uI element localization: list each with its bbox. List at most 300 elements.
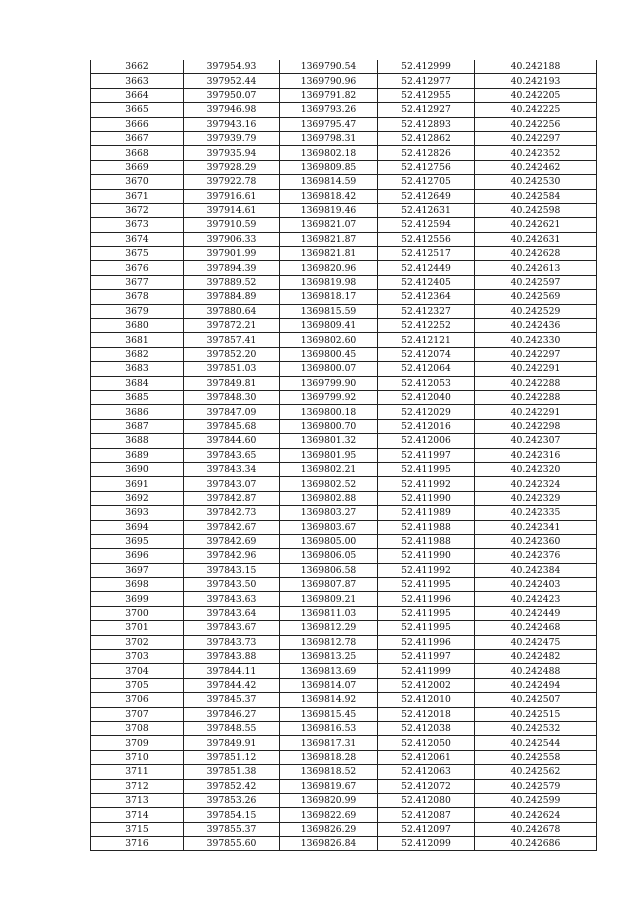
table-row bbox=[91, 837, 597, 851]
latitude-cell: 52.412010 bbox=[378, 693, 475, 707]
table-row bbox=[91, 319, 597, 333]
table-row bbox=[91, 247, 597, 261]
y-coordinate-cell: 1369816.53 bbox=[280, 721, 378, 735]
longitude-cell: 40.242507 bbox=[475, 693, 597, 707]
y-coordinate-cell: 1369811.03 bbox=[280, 606, 378, 620]
y-coordinate-cell: 1369818.52 bbox=[280, 765, 378, 779]
x-coordinate-cell: 397884.89 bbox=[184, 290, 280, 304]
x-coordinate-cell: 397928.29 bbox=[184, 160, 280, 174]
longitude-cell: 40.242297 bbox=[475, 131, 597, 145]
longitude-cell: 40.242324 bbox=[475, 477, 597, 491]
x-coordinate-cell: 397842.87 bbox=[184, 491, 280, 505]
y-coordinate-cell: 1369820.99 bbox=[280, 793, 378, 807]
x-coordinate-cell: 397844.60 bbox=[184, 434, 280, 448]
longitude-cell: 40.242569 bbox=[475, 290, 597, 304]
latitude-cell: 52.412002 bbox=[378, 678, 475, 692]
point-number-cell: 3669 bbox=[91, 160, 184, 174]
table-row bbox=[91, 261, 597, 275]
x-coordinate-cell: 397853.26 bbox=[184, 793, 280, 807]
longitude-cell: 40.242256 bbox=[475, 117, 597, 131]
point-number-cell: 3709 bbox=[91, 736, 184, 750]
latitude-cell: 52.412999 bbox=[378, 60, 475, 74]
latitude-cell: 52.412050 bbox=[378, 736, 475, 750]
table-row bbox=[91, 462, 597, 476]
x-coordinate-cell: 397847.09 bbox=[184, 405, 280, 419]
latitude-cell: 52.411990 bbox=[378, 549, 475, 563]
point-number-cell: 3706 bbox=[91, 693, 184, 707]
x-coordinate-cell: 397880.64 bbox=[184, 304, 280, 318]
longitude-cell: 40.242298 bbox=[475, 419, 597, 433]
x-coordinate-cell: 397916.61 bbox=[184, 189, 280, 203]
latitude-cell: 52.412061 bbox=[378, 750, 475, 764]
longitude-cell: 40.242494 bbox=[475, 678, 597, 692]
y-coordinate-cell: 1369805.00 bbox=[280, 534, 378, 548]
latitude-cell: 52.412016 bbox=[378, 419, 475, 433]
y-coordinate-cell: 1369798.31 bbox=[280, 131, 378, 145]
point-number-cell: 3687 bbox=[91, 419, 184, 433]
longitude-cell: 40.242360 bbox=[475, 534, 597, 548]
x-coordinate-cell: 397842.96 bbox=[184, 549, 280, 563]
table-row bbox=[91, 103, 597, 117]
table-row bbox=[91, 405, 597, 419]
y-coordinate-cell: 1369790.54 bbox=[280, 60, 378, 74]
point-number-cell: 3711 bbox=[91, 765, 184, 779]
table-row bbox=[91, 304, 597, 318]
point-number-cell: 3683 bbox=[91, 362, 184, 376]
latitude-cell: 52.411995 bbox=[378, 462, 475, 476]
table-row bbox=[91, 750, 597, 764]
table-row bbox=[91, 506, 597, 520]
point-number-cell: 3680 bbox=[91, 319, 184, 333]
y-coordinate-cell: 1369806.58 bbox=[280, 563, 378, 577]
point-number-cell: 3674 bbox=[91, 232, 184, 246]
point-number-cell: 3678 bbox=[91, 290, 184, 304]
table-row bbox=[91, 765, 597, 779]
x-coordinate-cell: 397843.15 bbox=[184, 563, 280, 577]
y-coordinate-cell: 1369821.07 bbox=[280, 218, 378, 232]
latitude-cell: 52.412893 bbox=[378, 117, 475, 131]
x-coordinate-cell: 397857.41 bbox=[184, 333, 280, 347]
latitude-cell: 52.412756 bbox=[378, 160, 475, 174]
latitude-cell: 52.411988 bbox=[378, 520, 475, 534]
longitude-cell: 40.242225 bbox=[475, 103, 597, 117]
y-coordinate-cell: 1369814.59 bbox=[280, 175, 378, 189]
x-coordinate-cell: 397854.15 bbox=[184, 808, 280, 822]
latitude-cell: 52.412364 bbox=[378, 290, 475, 304]
latitude-cell: 52.412955 bbox=[378, 88, 475, 102]
y-coordinate-cell: 1369799.90 bbox=[280, 376, 378, 390]
x-coordinate-cell: 397842.67 bbox=[184, 520, 280, 534]
point-number-cell: 3676 bbox=[91, 261, 184, 275]
longitude-cell: 40.242631 bbox=[475, 232, 597, 246]
table-row bbox=[91, 88, 597, 102]
latitude-cell: 52.412099 bbox=[378, 837, 475, 851]
y-coordinate-cell: 1369800.70 bbox=[280, 419, 378, 433]
longitude-cell: 40.242584 bbox=[475, 189, 597, 203]
longitude-cell: 40.242613 bbox=[475, 261, 597, 275]
x-coordinate-cell: 397843.65 bbox=[184, 448, 280, 462]
longitude-cell: 40.242205 bbox=[475, 88, 597, 102]
latitude-cell: 52.412977 bbox=[378, 74, 475, 88]
point-number-cell: 3704 bbox=[91, 664, 184, 678]
y-coordinate-cell: 1369809.21 bbox=[280, 592, 378, 606]
point-number-cell: 3682 bbox=[91, 347, 184, 361]
y-coordinate-cell: 1369813.69 bbox=[280, 664, 378, 678]
y-coordinate-cell: 1369802.60 bbox=[280, 333, 378, 347]
latitude-cell: 52.412097 bbox=[378, 822, 475, 836]
y-coordinate-cell: 1369826.84 bbox=[280, 837, 378, 851]
x-coordinate-cell: 397943.16 bbox=[184, 117, 280, 131]
latitude-cell: 52.411992 bbox=[378, 477, 475, 491]
point-number-cell: 3665 bbox=[91, 103, 184, 117]
table-row bbox=[91, 678, 597, 692]
x-coordinate-cell: 397842.69 bbox=[184, 534, 280, 548]
latitude-cell: 52.411988 bbox=[378, 534, 475, 548]
longitude-cell: 40.242330 bbox=[475, 333, 597, 347]
latitude-cell: 52.412252 bbox=[378, 319, 475, 333]
y-coordinate-cell: 1369818.17 bbox=[280, 290, 378, 304]
point-number-cell: 3691 bbox=[91, 477, 184, 491]
longitude-cell: 40.242291 bbox=[475, 405, 597, 419]
latitude-cell: 52.411995 bbox=[378, 621, 475, 635]
y-coordinate-cell: 1369814.92 bbox=[280, 693, 378, 707]
latitude-cell: 52.412006 bbox=[378, 434, 475, 448]
longitude-cell: 40.242628 bbox=[475, 247, 597, 261]
point-number-cell: 3695 bbox=[91, 534, 184, 548]
table-row bbox=[91, 131, 597, 145]
y-coordinate-cell: 1369790.96 bbox=[280, 74, 378, 88]
point-number-cell: 3664 bbox=[91, 88, 184, 102]
y-coordinate-cell: 1369800.07 bbox=[280, 362, 378, 376]
latitude-cell: 52.412927 bbox=[378, 103, 475, 117]
y-coordinate-cell: 1369800.18 bbox=[280, 405, 378, 419]
latitude-cell: 52.412705 bbox=[378, 175, 475, 189]
table-row bbox=[91, 592, 597, 606]
point-number-cell: 3710 bbox=[91, 750, 184, 764]
table-row bbox=[91, 60, 597, 74]
latitude-cell: 52.412018 bbox=[378, 707, 475, 721]
longitude-cell: 40.242436 bbox=[475, 319, 597, 333]
latitude-cell: 52.411996 bbox=[378, 635, 475, 649]
table-row bbox=[91, 664, 597, 678]
latitude-cell: 52.412594 bbox=[378, 218, 475, 232]
point-number-cell: 3697 bbox=[91, 563, 184, 577]
x-coordinate-cell: 397889.52 bbox=[184, 275, 280, 289]
point-number-cell: 3671 bbox=[91, 189, 184, 203]
table-row bbox=[91, 621, 597, 635]
y-coordinate-cell: 1369819.46 bbox=[280, 203, 378, 217]
table-row bbox=[91, 189, 597, 203]
table-row bbox=[91, 721, 597, 735]
longitude-cell: 40.242468 bbox=[475, 621, 597, 635]
x-coordinate-cell: 397843.64 bbox=[184, 606, 280, 620]
latitude-cell: 52.412087 bbox=[378, 808, 475, 822]
table-row bbox=[91, 275, 597, 289]
point-number-cell: 3705 bbox=[91, 678, 184, 692]
longitude-cell: 40.242320 bbox=[475, 462, 597, 476]
table-row bbox=[91, 175, 597, 189]
point-number-cell: 3673 bbox=[91, 218, 184, 232]
x-coordinate-cell: 397843.07 bbox=[184, 477, 280, 491]
latitude-cell: 52.412449 bbox=[378, 261, 475, 275]
table-row bbox=[91, 635, 597, 649]
latitude-cell: 52.412631 bbox=[378, 203, 475, 217]
table-row bbox=[91, 448, 597, 462]
point-number-cell: 3701 bbox=[91, 621, 184, 635]
y-coordinate-cell: 1369801.95 bbox=[280, 448, 378, 462]
x-coordinate-cell: 397845.37 bbox=[184, 693, 280, 707]
x-coordinate-cell: 397851.03 bbox=[184, 362, 280, 376]
longitude-cell: 40.242384 bbox=[475, 563, 597, 577]
latitude-cell: 52.411997 bbox=[378, 448, 475, 462]
y-coordinate-cell: 1369818.42 bbox=[280, 189, 378, 203]
x-coordinate-cell: 397843.73 bbox=[184, 635, 280, 649]
point-number-cell: 3702 bbox=[91, 635, 184, 649]
point-number-cell: 3668 bbox=[91, 146, 184, 160]
longitude-cell: 40.242462 bbox=[475, 160, 597, 174]
longitude-cell: 40.242599 bbox=[475, 793, 597, 807]
latitude-cell: 52.411995 bbox=[378, 606, 475, 620]
y-coordinate-cell: 1369818.28 bbox=[280, 750, 378, 764]
latitude-cell: 52.412072 bbox=[378, 779, 475, 793]
point-number-cell: 3690 bbox=[91, 462, 184, 476]
y-coordinate-cell: 1369802.21 bbox=[280, 462, 378, 476]
table-row bbox=[91, 707, 597, 721]
latitude-cell: 52.412053 bbox=[378, 376, 475, 390]
longitude-cell: 40.242598 bbox=[475, 203, 597, 217]
table-row bbox=[91, 779, 597, 793]
latitude-cell: 52.411996 bbox=[378, 592, 475, 606]
table-row bbox=[91, 74, 597, 88]
longitude-cell: 40.242532 bbox=[475, 721, 597, 735]
point-number-cell: 3698 bbox=[91, 578, 184, 592]
point-number-cell: 3712 bbox=[91, 779, 184, 793]
table-row bbox=[91, 650, 597, 664]
latitude-cell: 52.412063 bbox=[378, 765, 475, 779]
latitude-cell: 52.412405 bbox=[378, 275, 475, 289]
y-coordinate-cell: 1369826.29 bbox=[280, 822, 378, 836]
x-coordinate-cell: 397935.94 bbox=[184, 146, 280, 160]
longitude-cell: 40.242288 bbox=[475, 390, 597, 404]
longitude-cell: 40.242475 bbox=[475, 635, 597, 649]
y-coordinate-cell: 1369813.25 bbox=[280, 650, 378, 664]
longitude-cell: 40.242621 bbox=[475, 218, 597, 232]
x-coordinate-cell: 397855.37 bbox=[184, 822, 280, 836]
table-row bbox=[91, 290, 597, 304]
point-number-cell: 3714 bbox=[91, 808, 184, 822]
latitude-cell: 52.412074 bbox=[378, 347, 475, 361]
longitude-cell: 40.242562 bbox=[475, 765, 597, 779]
longitude-cell: 40.242188 bbox=[475, 60, 597, 74]
longitude-cell: 40.242335 bbox=[475, 506, 597, 520]
point-number-cell: 3672 bbox=[91, 203, 184, 217]
longitude-cell: 40.242449 bbox=[475, 606, 597, 620]
longitude-cell: 40.242193 bbox=[475, 74, 597, 88]
longitude-cell: 40.242597 bbox=[475, 275, 597, 289]
y-coordinate-cell: 1369812.29 bbox=[280, 621, 378, 635]
longitude-cell: 40.242530 bbox=[475, 175, 597, 189]
y-coordinate-cell: 1369817.31 bbox=[280, 736, 378, 750]
table-row bbox=[91, 347, 597, 361]
x-coordinate-cell: 397901.99 bbox=[184, 247, 280, 261]
coordinates-table bbox=[90, 60, 597, 851]
latitude-cell: 52.412862 bbox=[378, 131, 475, 145]
y-coordinate-cell: 1369820.96 bbox=[280, 261, 378, 275]
point-number-cell: 3696 bbox=[91, 549, 184, 563]
point-number-cell: 3662 bbox=[91, 60, 184, 74]
table-row bbox=[91, 606, 597, 620]
x-coordinate-cell: 397852.20 bbox=[184, 347, 280, 361]
y-coordinate-cell: 1369802.18 bbox=[280, 146, 378, 160]
x-coordinate-cell: 397848.30 bbox=[184, 390, 280, 404]
point-number-cell: 3670 bbox=[91, 175, 184, 189]
longitude-cell: 40.242579 bbox=[475, 779, 597, 793]
x-coordinate-cell: 397843.50 bbox=[184, 578, 280, 592]
y-coordinate-cell: 1369803.27 bbox=[280, 506, 378, 520]
latitude-cell: 52.412038 bbox=[378, 721, 475, 735]
table-row bbox=[91, 232, 597, 246]
point-number-cell: 3688 bbox=[91, 434, 184, 448]
point-number-cell: 3686 bbox=[91, 405, 184, 419]
longitude-cell: 40.242624 bbox=[475, 808, 597, 822]
table-row bbox=[91, 362, 597, 376]
table-row bbox=[91, 491, 597, 505]
latitude-cell: 52.411992 bbox=[378, 563, 475, 577]
table-row bbox=[91, 218, 597, 232]
point-number-cell: 3675 bbox=[91, 247, 184, 261]
latitude-cell: 52.412080 bbox=[378, 793, 475, 807]
point-number-cell: 3692 bbox=[91, 491, 184, 505]
latitude-cell: 52.412826 bbox=[378, 146, 475, 160]
point-number-cell: 3663 bbox=[91, 74, 184, 88]
point-number-cell: 3708 bbox=[91, 721, 184, 735]
point-number-cell: 3703 bbox=[91, 650, 184, 664]
y-coordinate-cell: 1369795.47 bbox=[280, 117, 378, 131]
x-coordinate-cell: 397952.44 bbox=[184, 74, 280, 88]
longitude-cell: 40.242376 bbox=[475, 549, 597, 563]
table-row bbox=[91, 434, 597, 448]
longitude-cell: 40.242686 bbox=[475, 837, 597, 851]
latitude-cell: 52.412040 bbox=[378, 390, 475, 404]
point-number-cell: 3681 bbox=[91, 333, 184, 347]
x-coordinate-cell: 397906.33 bbox=[184, 232, 280, 246]
y-coordinate-cell: 1369814.07 bbox=[280, 678, 378, 692]
y-coordinate-cell: 1369819.98 bbox=[280, 275, 378, 289]
table-row bbox=[91, 822, 597, 836]
y-coordinate-cell: 1369793.26 bbox=[280, 103, 378, 117]
latitude-cell: 52.412649 bbox=[378, 189, 475, 203]
y-coordinate-cell: 1369807.87 bbox=[280, 578, 378, 592]
point-number-cell: 3707 bbox=[91, 707, 184, 721]
x-coordinate-cell: 397844.42 bbox=[184, 678, 280, 692]
latitude-cell: 52.411999 bbox=[378, 664, 475, 678]
table-row bbox=[91, 390, 597, 404]
point-number-cell: 3713 bbox=[91, 793, 184, 807]
longitude-cell: 40.242558 bbox=[475, 750, 597, 764]
point-number-cell: 3699 bbox=[91, 592, 184, 606]
point-number-cell: 3667 bbox=[91, 131, 184, 145]
longitude-cell: 40.242529 bbox=[475, 304, 597, 318]
table-row bbox=[91, 549, 597, 563]
y-coordinate-cell: 1369815.45 bbox=[280, 707, 378, 721]
x-coordinate-cell: 397849.91 bbox=[184, 736, 280, 750]
x-coordinate-cell: 397894.39 bbox=[184, 261, 280, 275]
point-number-cell: 3700 bbox=[91, 606, 184, 620]
point-number-cell: 3693 bbox=[91, 506, 184, 520]
longitude-cell: 40.242403 bbox=[475, 578, 597, 592]
latitude-cell: 52.412121 bbox=[378, 333, 475, 347]
point-number-cell: 3694 bbox=[91, 520, 184, 534]
x-coordinate-cell: 397845.68 bbox=[184, 419, 280, 433]
y-coordinate-cell: 1369815.59 bbox=[280, 304, 378, 318]
point-number-cell: 3685 bbox=[91, 390, 184, 404]
point-number-cell: 3689 bbox=[91, 448, 184, 462]
y-coordinate-cell: 1369800.45 bbox=[280, 347, 378, 361]
y-coordinate-cell: 1369822.69 bbox=[280, 808, 378, 822]
table-row bbox=[91, 203, 597, 217]
x-coordinate-cell: 397846.27 bbox=[184, 707, 280, 721]
x-coordinate-cell: 397843.63 bbox=[184, 592, 280, 606]
x-coordinate-cell: 397946.98 bbox=[184, 103, 280, 117]
x-coordinate-cell: 397852.42 bbox=[184, 779, 280, 793]
table-row bbox=[91, 477, 597, 491]
longitude-cell: 40.242307 bbox=[475, 434, 597, 448]
latitude-cell: 52.412029 bbox=[378, 405, 475, 419]
longitude-cell: 40.242341 bbox=[475, 520, 597, 534]
point-number-cell: 3677 bbox=[91, 275, 184, 289]
y-coordinate-cell: 1369819.67 bbox=[280, 779, 378, 793]
latitude-cell: 52.411990 bbox=[378, 491, 475, 505]
longitude-cell: 40.242352 bbox=[475, 146, 597, 160]
x-coordinate-cell: 397848.55 bbox=[184, 721, 280, 735]
latitude-cell: 52.412556 bbox=[378, 232, 475, 246]
table-row bbox=[91, 736, 597, 750]
point-number-cell: 3666 bbox=[91, 117, 184, 131]
y-coordinate-cell: 1369806.05 bbox=[280, 549, 378, 563]
y-coordinate-cell: 1369821.81 bbox=[280, 247, 378, 261]
longitude-cell: 40.242544 bbox=[475, 736, 597, 750]
longitude-cell: 40.242329 bbox=[475, 491, 597, 505]
x-coordinate-cell: 397844.11 bbox=[184, 664, 280, 678]
x-coordinate-cell: 397939.79 bbox=[184, 131, 280, 145]
table-row bbox=[91, 793, 597, 807]
y-coordinate-cell: 1369803.67 bbox=[280, 520, 378, 534]
x-coordinate-cell: 397855.60 bbox=[184, 837, 280, 851]
point-number-cell: 3715 bbox=[91, 822, 184, 836]
latitude-cell: 52.411995 bbox=[378, 578, 475, 592]
latitude-cell: 52.411989 bbox=[378, 506, 475, 520]
x-coordinate-cell: 397914.61 bbox=[184, 203, 280, 217]
table-row bbox=[91, 376, 597, 390]
y-coordinate-cell: 1369801.32 bbox=[280, 434, 378, 448]
longitude-cell: 40.242488 bbox=[475, 664, 597, 678]
table-row bbox=[91, 520, 597, 534]
coordinates-table-body bbox=[91, 60, 597, 851]
longitude-cell: 40.242423 bbox=[475, 592, 597, 606]
x-coordinate-cell: 397842.73 bbox=[184, 506, 280, 520]
table-row bbox=[91, 534, 597, 548]
x-coordinate-cell: 397849.81 bbox=[184, 376, 280, 390]
latitude-cell: 52.411997 bbox=[378, 650, 475, 664]
table-row bbox=[91, 117, 597, 131]
table-row bbox=[91, 693, 597, 707]
longitude-cell: 40.242291 bbox=[475, 362, 597, 376]
table-row bbox=[91, 333, 597, 347]
x-coordinate-cell: 397843.88 bbox=[184, 650, 280, 664]
latitude-cell: 52.412064 bbox=[378, 362, 475, 376]
point-number-cell: 3679 bbox=[91, 304, 184, 318]
latitude-cell: 52.412327 bbox=[378, 304, 475, 318]
